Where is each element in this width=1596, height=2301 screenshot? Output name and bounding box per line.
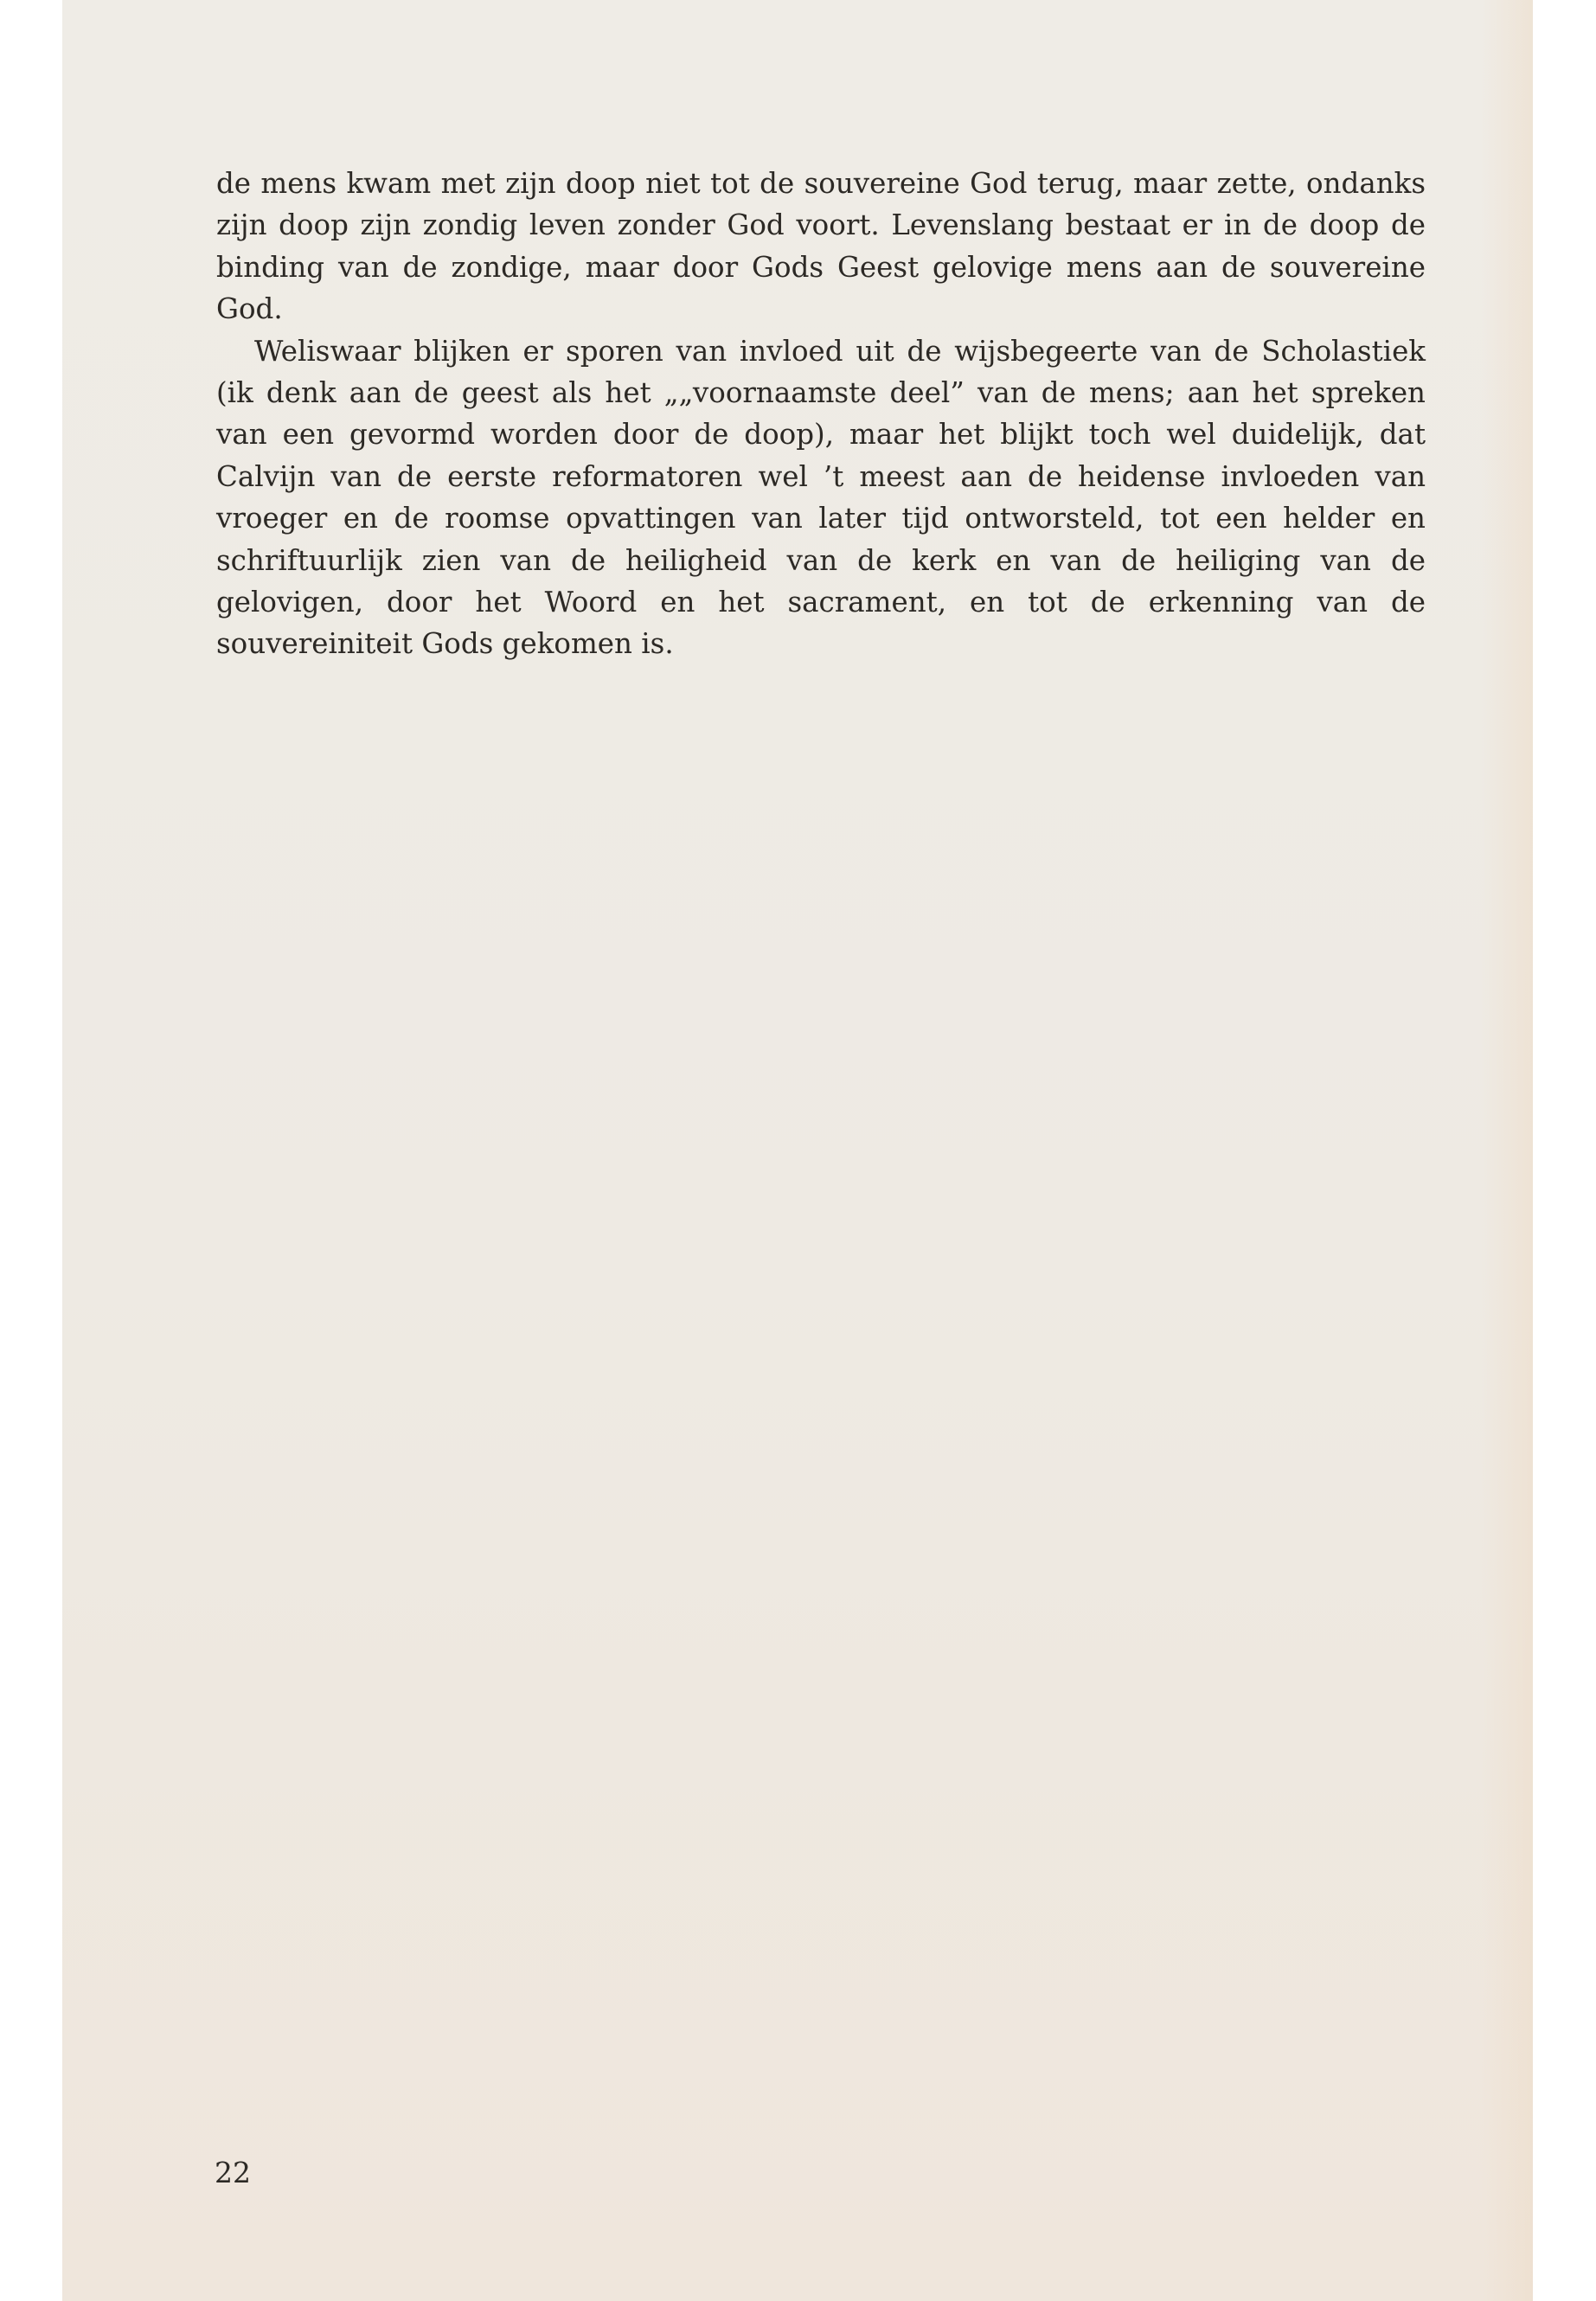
paragraph-2: Weliswaar blijken er sporen van invloed uit de wijsbegeerte van de Scholastiek (ik denk aan de geest als het „„voornaamste deel” van de mens; aan het spreken van een gevormd worden door de doop), maar het blijkt toch wel duidelijk, dat Calvijn van de eerste reformatoren wel ’t meest aan de heidense invloeden van vroeger en de roomse opvattingen van later tijd ontworsteld, tot een helder en schriftuurlijk zien van de heiligheid van de kerk en van de heiliging van de gelovigen, door het Woord en het sacrament, en tot de erkenning van de souvereiniteit Gods gekomen is. xyxy=(216,334,1426,661)
paragraph-1: de mens kwam met zijn doop niet tot de souvereine God terug, maar zette, ondanks zijn doop zijn zondig leven zonder God voort. Levenslang bestaat er in de doop de binding van de zondige, maar door Gods Geest gelovige mens aan de souvereine God. xyxy=(216,167,1426,326)
body-text xyxy=(216,163,1426,665)
page-number: 22 xyxy=(215,2156,251,2189)
book-page xyxy=(62,0,1533,2301)
